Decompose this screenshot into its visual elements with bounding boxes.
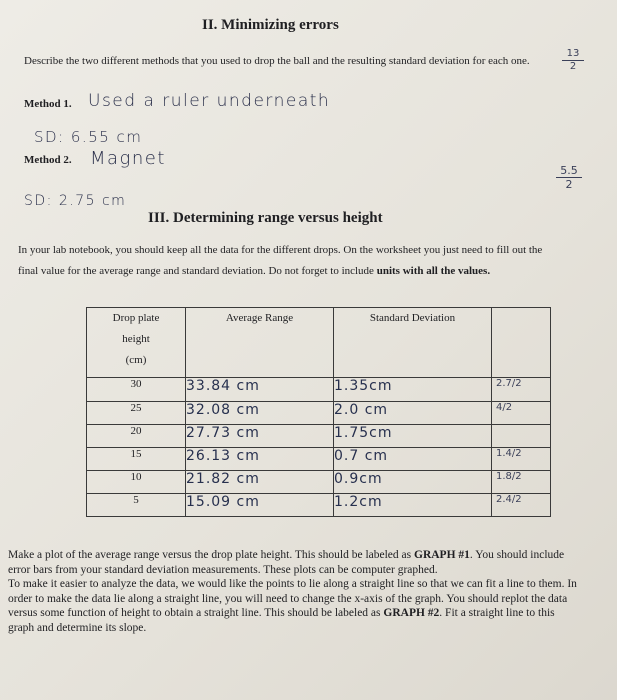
cell-note: 4/2: [492, 402, 551, 425]
cell-average-range: 27.73 cm: [186, 425, 334, 448]
method-1-label: Method 1.: [24, 98, 72, 110]
graph-2-text-pre: To make it easier to analyze the data, we would like the points to lie along a straight line so that we can fit a line to them. In order to make the data lie along a straight line, you will need to change the x-axis of the graph. You should replot the data versus some function of height to obtain a straight line. This should be labeled as: [8, 578, 577, 619]
graph-1-label: GRAPH #1: [414, 549, 470, 561]
cell-height: 5: [87, 494, 186, 517]
section-2-title: II. Minimizing errors: [202, 17, 339, 33]
section-3-prompt-text: In your lab notebook, you should keep all the data for the different drops. On the worksheet you just need to fill out the final value for the average range and standard deviation. Do not forget to include: [18, 244, 543, 277]
cell-note: 1.4/2: [492, 448, 551, 471]
table-row: [87, 378, 551, 402]
section-3-prompt-units: units with all the values.: [376, 265, 491, 277]
cell-height: 15: [87, 448, 186, 471]
header-height: [87, 308, 186, 378]
cell-average-range: 21.82 cm: [186, 471, 334, 494]
score-2-numerator: 5.5: [560, 164, 578, 177]
cell-standard-deviation: 0.9cm: [334, 471, 492, 494]
score-fraction-1: [562, 49, 584, 72]
cell-note: 1.8/2: [492, 471, 551, 494]
table-row: [87, 425, 551, 448]
graph-1-instructions: [8, 548, 578, 577]
table-header-row: [87, 308, 551, 378]
header-height-line1: Drop plate: [112, 312, 160, 324]
header-height-line3: (cm): [125, 354, 147, 366]
graph-instructions: [8, 548, 578, 635]
section-3-prompt: [18, 240, 563, 282]
cell-average-range: 33.84 cm: [186, 378, 334, 402]
cell-note: 2.4/2: [492, 494, 551, 517]
cell-note: 2.7/2: [492, 378, 551, 402]
header-average-range: Average Range: [186, 308, 334, 378]
header-standard-deviation: Standard Deviation: [334, 308, 492, 378]
graph-2-text-post: . Fit a straight line to this graph and determine its slope.: [8, 607, 555, 634]
table-row: [87, 471, 551, 494]
method-2-label: Method 2.: [24, 154, 72, 166]
cell-height: 30: [87, 378, 186, 402]
score-2-denominator: 2: [565, 178, 573, 191]
method-1-answer: Used a ruler underneath: [88, 91, 331, 111]
graph-2-label: GRAPH #2: [383, 607, 440, 619]
cell-standard-deviation: 1.75cm: [334, 425, 492, 448]
cell-standard-deviation: 1.2cm: [334, 494, 492, 517]
cell-average-range: 15.09 cm: [186, 494, 334, 517]
score-numerator: 13: [566, 48, 580, 59]
results-table: [86, 307, 551, 517]
header-notes: [492, 308, 551, 378]
cell-height: 20: [87, 425, 186, 448]
graph-1-text-pre: Make a plot of the average range versus the drop plate height. This should be labeled as: [8, 549, 414, 561]
method-2-sd: SD: 2.75 cm: [24, 193, 127, 209]
cell-average-range: 32.08 cm: [186, 402, 334, 425]
table-row: [87, 494, 551, 517]
method-1-sd: SD: 6.55 cm: [34, 128, 143, 146]
graph-2-instructions: [8, 577, 578, 635]
method-2-answer: Magnet: [90, 148, 166, 169]
cell-height: 10: [87, 471, 186, 494]
graph-1-text-post: . You should include error bars from your standard deviation measurements. These plots can be computer graphed.: [8, 549, 565, 576]
section-2-prompt: Describe the two different methods that you used to drop the ball and the resulting standard deviation for each one.: [24, 55, 530, 67]
table-row: [87, 402, 551, 425]
cell-height: 25: [87, 402, 186, 425]
cell-average-range: 26.13 cm: [186, 448, 334, 471]
table-row: [87, 448, 551, 471]
cell-standard-deviation: 1.35cm: [334, 378, 492, 402]
cell-note: [492, 425, 551, 448]
cell-standard-deviation: 2.0 cm: [334, 402, 492, 425]
cell-standard-deviation: 0.7 cm: [334, 448, 492, 471]
section-3-title: III. Determining range versus height: [148, 210, 383, 226]
score-fraction-2: [556, 165, 582, 190]
header-height-line2: height: [122, 333, 150, 345]
score-denominator: 2: [569, 61, 577, 72]
